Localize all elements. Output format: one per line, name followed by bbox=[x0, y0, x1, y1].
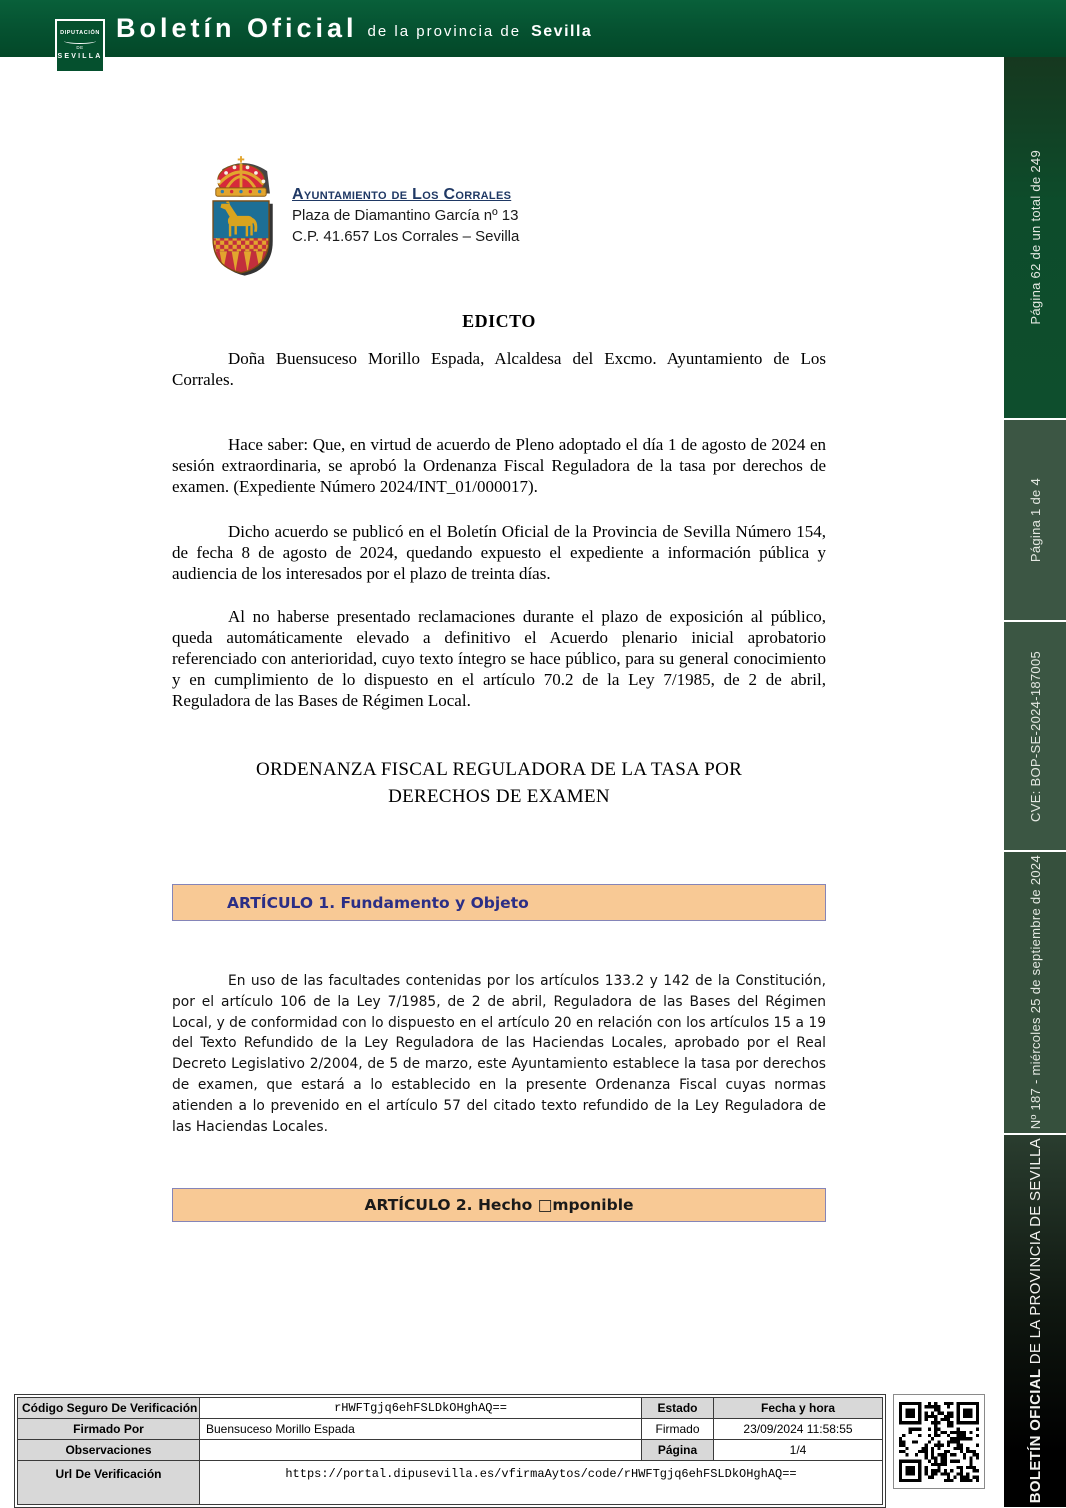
sidebar-segment-doc-page bbox=[1004, 420, 1066, 620]
total-pages-label: Página 62 de un total de 249 bbox=[1027, 150, 1043, 325]
sidebar-segment-bulletin-name bbox=[1004, 1135, 1066, 1507]
logo-text-sevilla: SEVILLA bbox=[57, 52, 103, 60]
qr-code-box bbox=[893, 1394, 985, 1489]
logo-arc-divider bbox=[64, 38, 96, 44]
article-2-title: ARTÍCULO 2. Hecho □mponible bbox=[364, 1196, 634, 1214]
logo-text-diputacion: DIPUTACIÓN bbox=[60, 30, 100, 37]
logo-text-de: DE bbox=[76, 45, 84, 51]
municipality-name: Ayuntamiento de Los Corrales bbox=[292, 186, 512, 203]
sidebar-segment-cve bbox=[1004, 622, 1066, 850]
csv-label: Código Seguro De Verificación bbox=[18, 1398, 200, 1419]
cve-label: CVE: BOP-SE-2024-187005 bbox=[1027, 650, 1043, 822]
verification-table-wrapper bbox=[14, 1394, 886, 1508]
municipality-address-line2: C.P. 41.657 Los Corrales – Sevilla bbox=[292, 228, 520, 245]
doc-page-label: Página 1 de 4 bbox=[1027, 477, 1043, 563]
bulletin-city: Sevilla bbox=[531, 22, 593, 40]
fecha-header: Fecha y hora bbox=[714, 1398, 883, 1419]
article-1-title: ARTÍCULO 1. Fundamento y Objeto bbox=[227, 893, 529, 912]
masthead-title bbox=[116, 0, 592, 57]
table-row bbox=[18, 1398, 883, 1419]
observations-label: Observaciones bbox=[18, 1440, 200, 1461]
pagina-value: 1/4 bbox=[714, 1440, 883, 1461]
edict-paragraph: Dicho acuerdo se publicó en el Boletín Oficial de la Provincia de Sevilla Número 154, de fecha 8 de agosto de 2024, quedando expuesto el expediente a información pública y audiencia de los interesados por el plazo de treinta días. bbox=[172, 522, 826, 583]
verification-url[interactable]: https://portal.dipusevilla.es/vfirmaAytos/code/rHWFTgjq6ehFSLDkOHghAQ== bbox=[200, 1461, 883, 1505]
municipality-block bbox=[292, 184, 519, 247]
municipality-address-line1: Plaza de Diamantino García nº 13 bbox=[292, 207, 519, 224]
bulletin-title: Boletín Oficial bbox=[116, 13, 358, 43]
table-row bbox=[18, 1461, 883, 1505]
verification-table bbox=[17, 1397, 883, 1505]
firmado-value: Firmado bbox=[642, 1419, 714, 1440]
url-label: Url De Verificación bbox=[18, 1461, 200, 1505]
issue-label: Nº 187 - miércoles 25 de septiembre de 2024 bbox=[1027, 855, 1043, 1130]
bulletin-name-label: BOLETÍN OFICIAL DE LA PROVINCIA DE SEVILLA bbox=[1026, 1138, 1044, 1504]
table-row bbox=[18, 1419, 883, 1440]
estado-header: Estado bbox=[642, 1398, 714, 1419]
qr-code bbox=[899, 1402, 979, 1482]
article-2-banner bbox=[172, 1188, 826, 1222]
sidebar-segment-issue bbox=[1004, 852, 1066, 1133]
edict-paragraph: Al no haberse presentado reclamaciones durante el plazo de exposición al público, queda automáticamente elevado a definitivo el Acuerdo plenario inicial aprobatorio referenciado con anterioridad, cuyo texto íntegro se hace público, para su general conocimiento y en cumplimiento de lo dispuesto en el artículo 70.2 de la Ley 7/1985, de 2 de abril, Reguladora de las Bases de Régimen Local. bbox=[172, 607, 826, 710]
table-row bbox=[18, 1440, 883, 1461]
page-margin-sidebar bbox=[1002, 57, 1066, 1507]
fecha-value: 23/09/2024 11:58:55 bbox=[714, 1419, 883, 1440]
edict-heading: EDICTO bbox=[462, 311, 536, 332]
csv-value: rHWFTgjq6ehFSLDkOHghAQ== bbox=[200, 1398, 642, 1419]
observations-value bbox=[200, 1440, 642, 1461]
pagina-label: Página bbox=[642, 1440, 714, 1461]
edict-paragraphs bbox=[172, 348, 826, 711]
article-1-banner bbox=[172, 884, 826, 921]
diputacion-sevilla-logo bbox=[55, 19, 105, 73]
edict-paragraph: Doña Buensuceso Morillo Espada, Alcaldesa del Excmo. Ayuntamiento de Los Corrales. bbox=[172, 349, 826, 389]
sidebar-segment-total-pages bbox=[1004, 57, 1066, 418]
article-1-body: En uso de las facultades contenidas por los artículos 133.2 y 142 de la Constitución, por el artículo 106 de la Ley 7/1985, de 2 de abril, Reguladora de las Bases del Régimen Local, y de conformidad con lo dispuesto en el artículo 20 en relación con los artículos 15 a 19 del Texto Refundido de la Ley Reguladora de las Haciendas Locales, aprobado por el Real Decreto Legislativo 2/2004, de 5 de marzo, este Ayuntamiento establece la tasa por derechos de examen, que estará a lo establecido en la presente Ordenanza Fiscal cuyas normas atienden a lo prevenido en el artículo 57 del citado texto refundido de la Ley Reguladora de las Haciendas Locales. bbox=[172, 973, 826, 1135]
ordinance-title-line2: DERECHOS DE EXAMEN bbox=[388, 786, 610, 807]
edict-paragraph: Hace saber: Que, en virtud de acuerdo de Pleno adoptado el día 1 de agosto de 2024 en sesión extraordinaria, se aprobó la Ordenanza Fiscal Reguladora de la tasa por derechos de examen. (Expediente Número 2024/INT_01/000017). bbox=[172, 435, 826, 496]
signed-by-value: Buensuceso Morillo Espada bbox=[200, 1419, 642, 1440]
bulletin-subtitle: de la provincia de bbox=[367, 23, 522, 40]
ordinance-title bbox=[172, 756, 826, 810]
signed-by-label: Firmado Por bbox=[18, 1419, 200, 1440]
ordinance-title-line1: ORDENANZA FISCAL REGULADORA DE LA TASA POR bbox=[255, 759, 743, 780]
los-corrales-coat-of-arms bbox=[199, 152, 283, 276]
